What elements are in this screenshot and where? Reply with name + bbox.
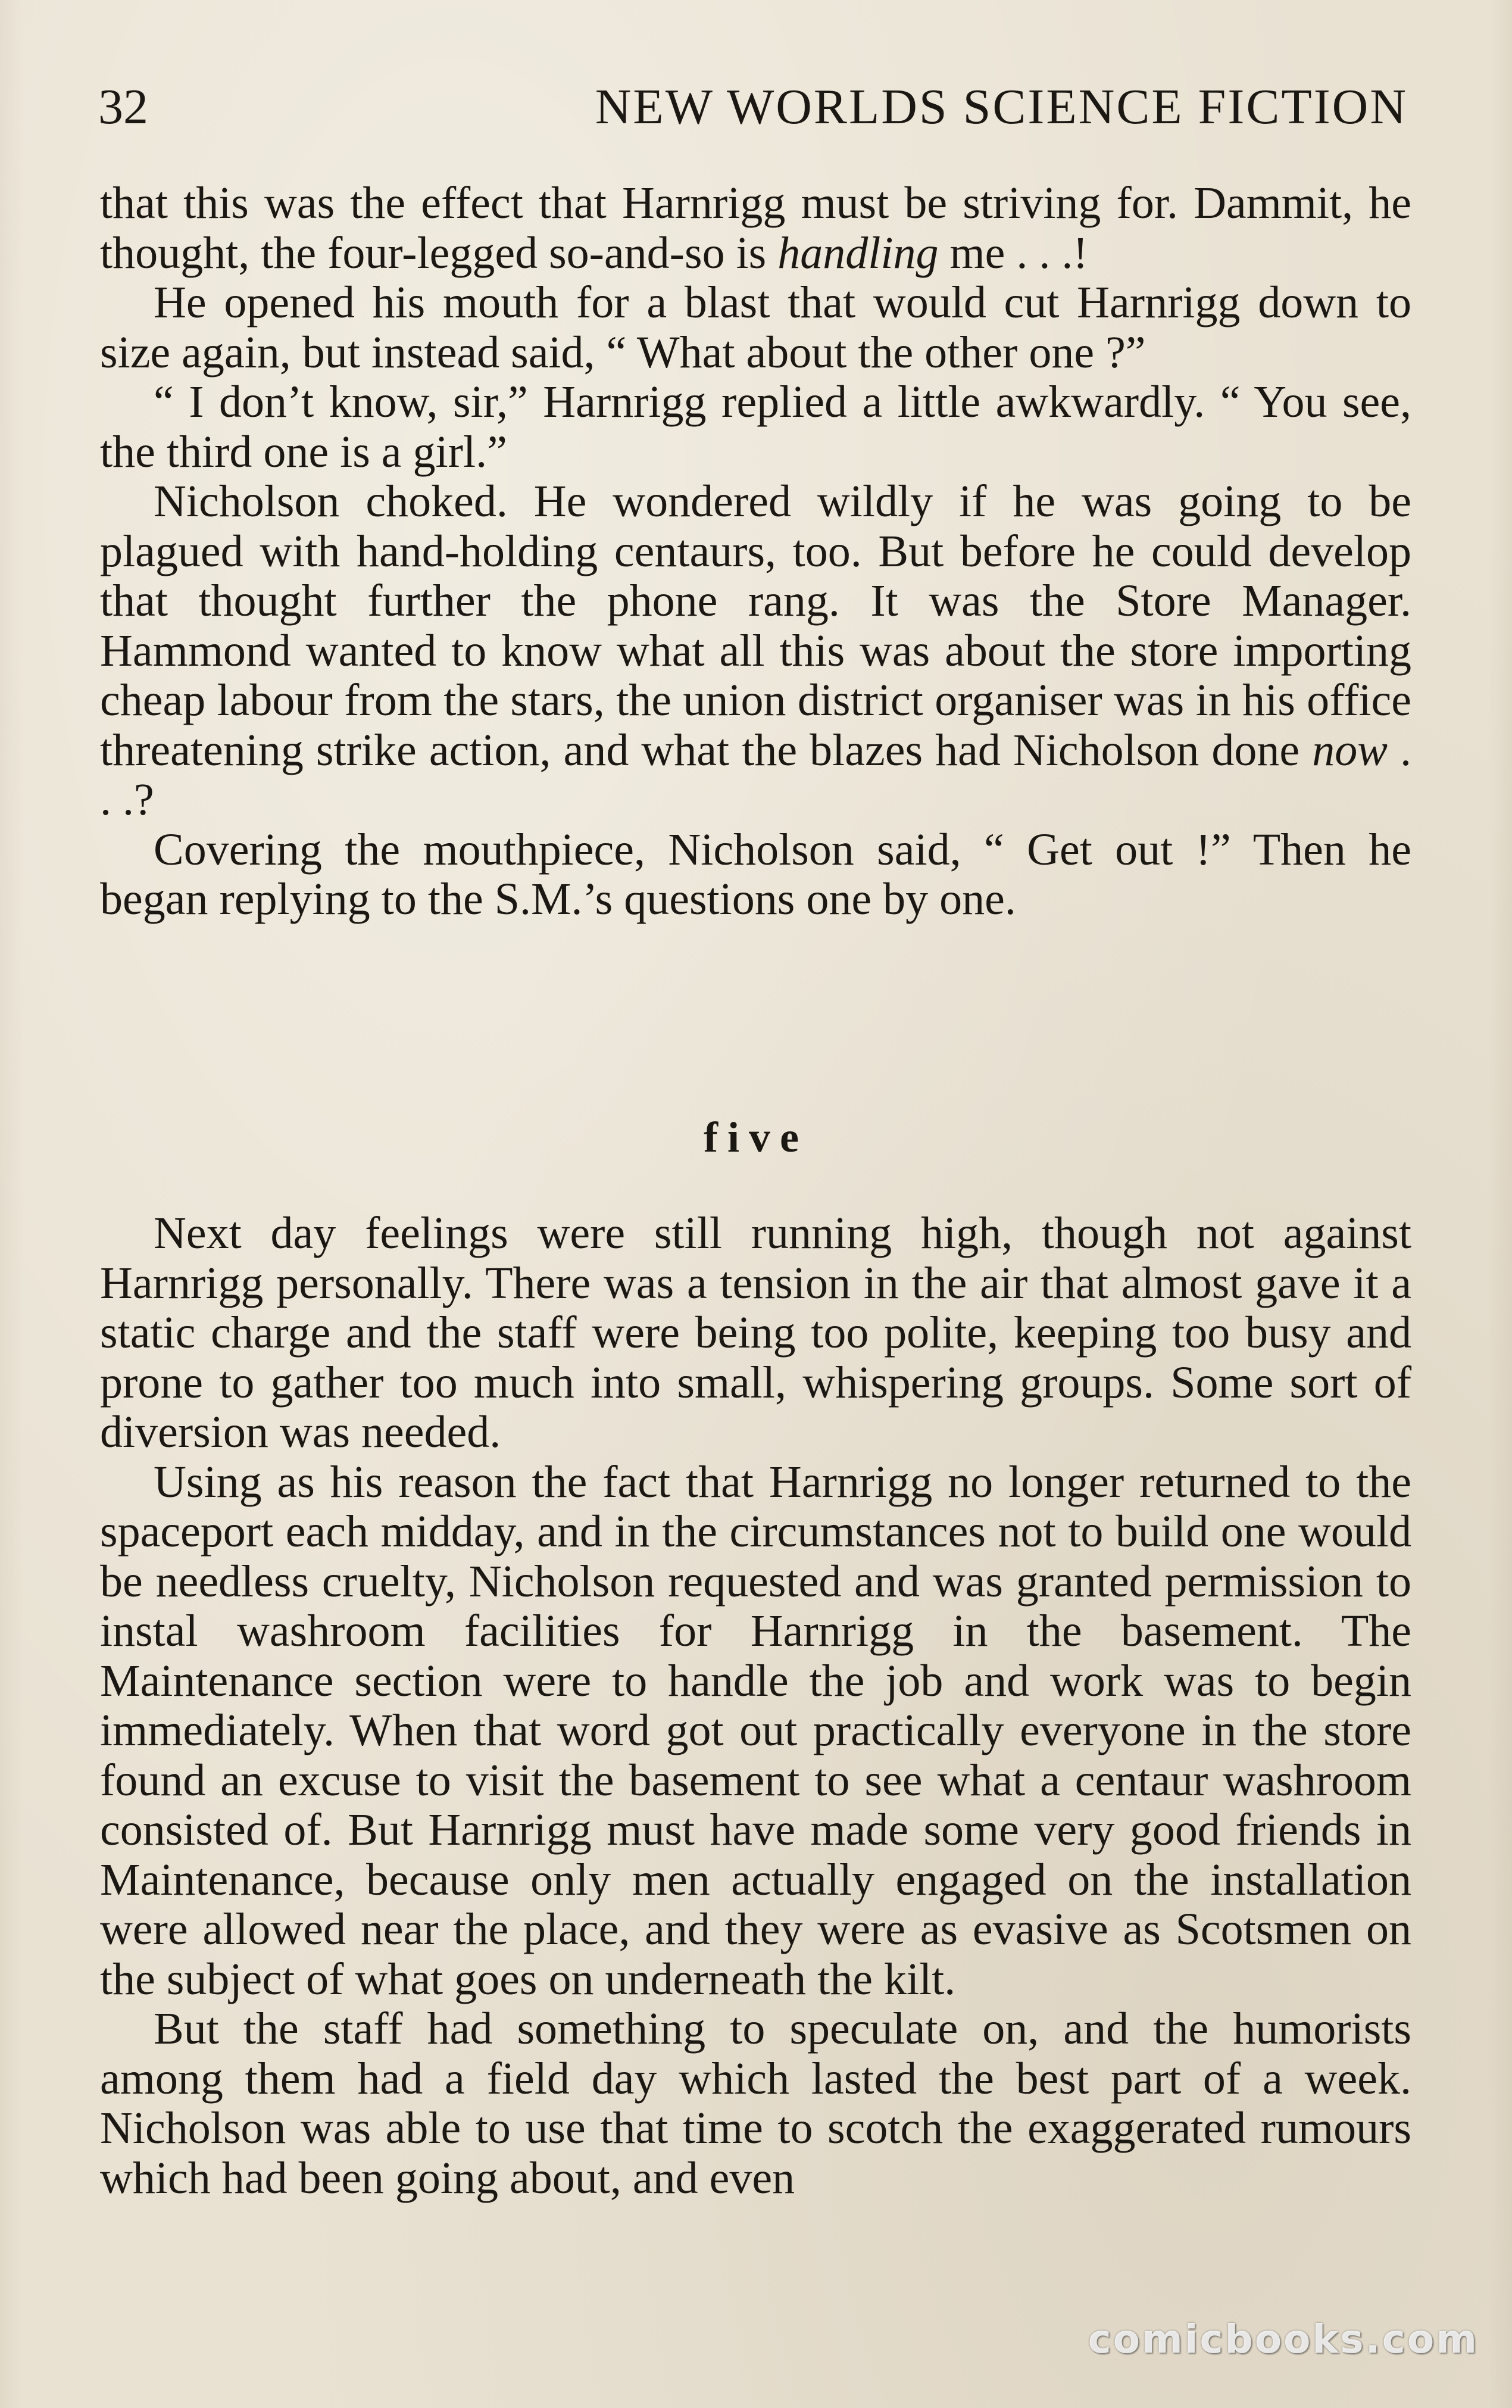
running-head: NEW WORLDS SCIENCE FICTION: [595, 79, 1408, 135]
watermark: comicbooks.com: [1088, 2316, 1479, 2362]
paragraph: [100, 477, 1411, 825]
paragraph: [100, 2004, 1411, 2203]
text-span: Nicholson choked. He wondered wildly if he was going to be plagued with hand-holding centaurs, too. But before he could develop that thought further the phone rang. It was the Store Manager. Hammond wanted to know what all this was about the store importing cheap labour from the stars, the union district organiser was in his office threatening strike action, and what the blazes had Nicholson done: [100, 476, 1411, 775]
emphasis-text: now: [1312, 725, 1388, 775]
paragraph: [100, 1458, 1411, 2005]
text-span: Next day feelings were still running high, though not against Harnrigg personally. There was a tension in the air that almost gave it a static charge and the staff were being too polite, keeping too busy and prone to gather too much into small, whispering groups. Some sort of diversion was needed.: [100, 1208, 1411, 1457]
paragraph: [100, 278, 1411, 378]
text-span: that this was the effect that Harnrigg must be striving for. Dammit, he thought, the four-legged so-and-so is: [100, 178, 1411, 278]
text-span: . . .?: [100, 725, 1412, 825]
chapter-heading: five: [704, 1113, 808, 1161]
text-span: He opened his mouth for a blast that would cut Harnrigg down to size again, but instead said, “ What about the other one ?”: [100, 277, 1411, 378]
page-header: [98, 71, 1408, 143]
text-span: me . . .!: [938, 227, 1088, 278]
text-span: But the staff had something to speculate on, and the humorists among them had a field day which lasted the best part of a week. Nicholson was able to use that time to scotch the exaggerated rumours which had been going about, and even: [100, 2004, 1411, 2203]
paragraph: [100, 378, 1411, 477]
page-number: 32: [98, 79, 148, 135]
text-span: “ I don’t know, sir,” Harnrigg replied a little awkwardly. “ You see, the third one is a girl.”: [100, 377, 1411, 477]
paragraph: [100, 179, 1411, 278]
text-span: Covering the mouthpiece, Nicholson said, “ Get out !” Then he began replying to the S.M.’s questions one by one.: [100, 824, 1411, 924]
paragraph: [100, 825, 1411, 925]
emphasis-text: handling: [777, 227, 939, 278]
body-text-top: [100, 179, 1411, 925]
body-text-bottom: [100, 1209, 1411, 2203]
paragraph: [100, 1209, 1411, 1458]
text-span: Using as his reason the fact that Harnrigg no longer returned to the spaceport each midday, and in the circumstances not to build one would be needless cruelty, Nicholson requested and was granted permission to instal washroom facilities for Harnrigg in the basement. The Maintenance section were to handle the job and work was to begin immediately. When that word got out practically everyone in the store found an excuse to visit the basement to see what a centaur washroom consisted of. But Harnrigg must have made some very good friends in Maintenance, because only men actually engaged on the installation were allowed near the place, and they were as evasive as Scotsmen on the subject of what goes on underneath the kilt.: [100, 1456, 1411, 2004]
